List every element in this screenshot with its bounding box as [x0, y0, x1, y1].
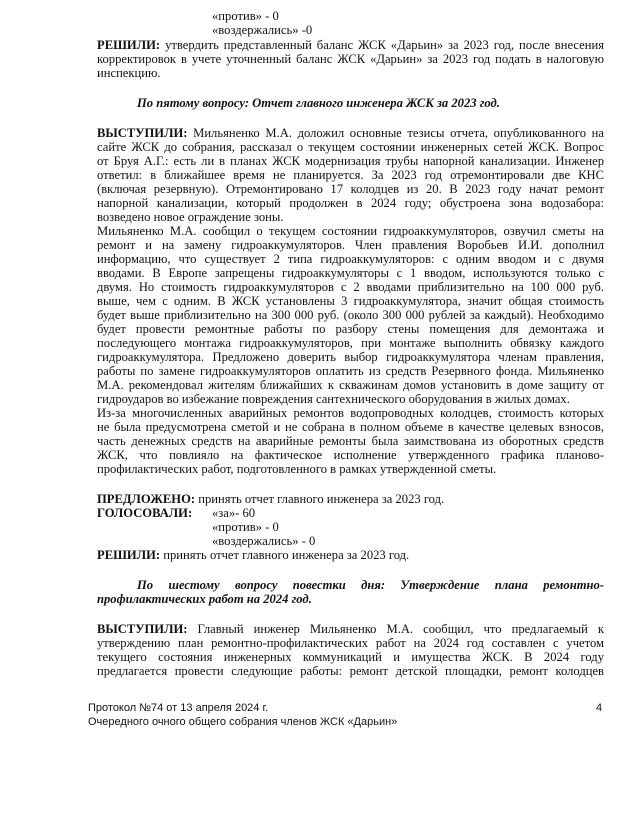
vote-against: «против» - 0	[212, 9, 279, 23]
footer-protocol: Протокол №74 от 13 апреля 2024 г.	[88, 702, 269, 714]
resolved-line-2: корректировок в учете уточненный баланс ЖСК «Дарьин» за 2023 год подать в налоговую	[97, 52, 604, 66]
q5-p2-line-9: гидроаккумулятора. Предложено доверить выбор гидроаккумулятора членам правления,	[97, 350, 604, 364]
q5-p2-line-3: вводами. В Европе запрещены гидроаккумуляторы с 1 вводом, используются только с	[97, 266, 604, 280]
q5-proposed-label: ПРЕДЛОЖЕНО:	[97, 492, 196, 506]
q5-p2-line-11: М.А. рекомендовал жителям ближайших к скважинам домов установить в доме защиту от	[97, 378, 604, 392]
q5-spoke-label: ВЫСТУПИЛИ:	[97, 126, 188, 140]
q5-p1-line-2: от Бруя А.Г.: есть ли в планах ЖСК модернизация трубы напорной канализации. Инженер	[97, 154, 604, 168]
q5-proposed: ПРЕДЛОЖЕНО: принять отчет главного инженера за 2023 год.	[97, 492, 445, 506]
q5-vote-for: «за»- 60	[212, 506, 256, 520]
resolved-line-1: РЕШИЛИ: утвердить представленный баланс ЖСК «Дарьин» за 2023 год, после внесения	[97, 38, 605, 52]
q5-resolved: РЕШИЛИ: принять отчет главного инженера за 2023 год.	[97, 548, 410, 562]
q5-p3-line-2: часть денежных средств на аварийные ремонты была заимствована из оборотных средств	[97, 434, 604, 448]
q5-p2-line-2: информацию, что существует 2 типа гидроаккумуляторов: с одним вводом и с двумя	[97, 252, 604, 266]
q5-p3-line-1: не была предусмотрена сметой и не собрана в полном объеме в качестве целевых взносов,	[97, 420, 604, 434]
q5-p2-line-5: выше, чем с одним. В ЖСК установлены 3 гидроаккумулятора, значит общая стоимость	[97, 294, 604, 308]
q5-p2-line-10: работы по замене гидроаккумуляторов оплатить из средств Резервного фонда. Мильяненко	[97, 364, 604, 378]
page-number: 4	[596, 702, 603, 714]
q5-vote-against: «против» - 0	[212, 520, 279, 534]
q5-p2-line-4: двумя. Но стоимость гидроаккумуляторов с 2 вводами приблизительно на 100 000 руб.	[97, 280, 604, 294]
q6-heading-line-1: По шестому вопросу повестки дня: Утверждение плана ремонтно-	[137, 578, 604, 592]
q6-p1-line-2: текущего состояния инженерных коммуникаций и имущества ЖСК. В 2024 году	[97, 650, 604, 664]
q5-p2-line-0: Мильяненко М.А. сообщил о текущем состоянии гидроаккумуляторов, озвучил сметы на	[97, 224, 604, 238]
q5-voted-label: ГОЛОСОВАЛИ:	[97, 506, 193, 520]
q5-p2-line-6: будет выше приблизительно на 300 000 руб. (около 300 000 рублей за каждый). Необходимо	[97, 308, 604, 322]
resolved-label: РЕШИЛИ:	[97, 38, 161, 52]
footer-meeting: Очередного очного общего собрания членов ЖСК «Дарьин»	[88, 716, 398, 728]
resolved-line-3: инспекцию.	[97, 66, 161, 80]
q5-p1-line-6: возведено новое ограждение зоны.	[97, 210, 284, 224]
q5-p1-line-3: ответил: в ближайшее время не планируется. За 2023 год отремонтировали две КНС	[97, 168, 604, 182]
q5-heading: По пятому вопросу: Отчет главного инженера ЖСК за 2023 год.	[137, 96, 500, 110]
q5-p2-line-7: будет провести ремонтные работы по разбору стены помещения для демонтажа и	[97, 322, 604, 336]
q6-p1-line-3: предлагается провести следующие работы: ремонт детской площадки, ремонт колодцев	[97, 664, 604, 678]
q6-p1-line-0: ВЫСТУПИЛИ: Главный инженер Мильяненко М.А. сообщил, что предлагаемый к	[97, 622, 604, 636]
q5-p1-line-1: сайте ЖСК до собрания, рассказал о текущем состоянии инженерных сетей ЖСК. Вопрос	[97, 140, 604, 154]
q5-vote-abstain: «воздержались» - 0	[212, 534, 316, 548]
q5-p3-line-3: ЖСК, что повлияло на фактическое исполнение утвержденного графика планово-	[97, 448, 604, 462]
vote-abstain: «воздержались» -0	[212, 23, 313, 37]
q5-p2-line-8: последующего монтажа гидроаккумуляторов, при монтаже выполнить обвязку каждого	[97, 336, 604, 350]
q5-p1-line-5: напорной канализации, который продолжен в 2024 году; обустроена зона водозабора:	[97, 196, 604, 210]
q5-p1-line-0: ВЫСТУПИЛИ: Мильяненко М.А. доложил основные тезисы отчета, опубликованного на	[97, 126, 604, 140]
q5-resolved-label: РЕШИЛИ:	[97, 548, 161, 562]
q6-spoke-label: ВЫСТУПИЛИ:	[97, 622, 188, 636]
q5-p2-line-1: ремонт и на замену гидроаккумуляторов. Член правления Воробьев И.И. дополнил	[97, 238, 604, 252]
q5-p3-line-4: профилактических работ, подготовленного в рамках утвержденной сметы.	[97, 462, 497, 476]
q5-p1-line-4: (включая резервную). Отремонтировано 17 колодцев из 20. В 2023 году начат ремонт	[97, 182, 604, 196]
q6-p1-line-1: утверждению план ремонтно-профилактических работ на 2024 год составлен с учетом	[97, 636, 604, 650]
q6-heading-line-2: профилактических работ на 2024 год.	[97, 592, 312, 606]
q5-p2-line-12: гидроударов во избежание повреждения сантехнического оборудования в жилых домах.	[97, 392, 570, 406]
q5-p3-line-0: Из-за многочисленных аварийных ремонтов водопроводных колодцев, стоимость которых	[97, 406, 604, 420]
